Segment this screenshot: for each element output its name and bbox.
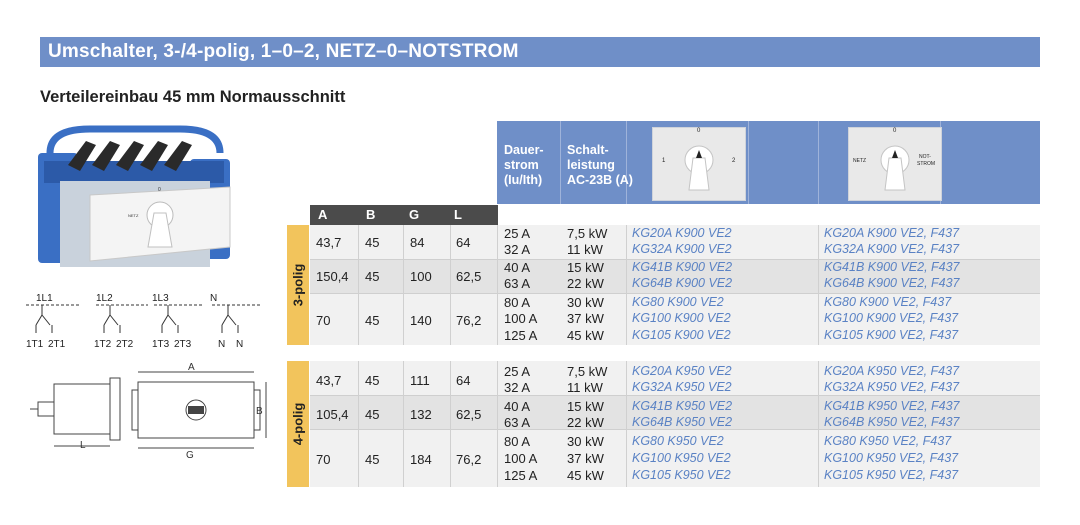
svg-text:NETZ: NETZ <box>128 213 139 218</box>
knob1-label-2: 2 <box>732 158 736 164</box>
dim-a: 105,4 <box>316 407 349 422</box>
dim-header-g: G <box>409 207 420 222</box>
power-value: 37 kW <box>567 451 604 466</box>
article-link[interactable]: KG64B K900 VE2 <box>632 276 733 290</box>
article-link[interactable]: KG20A K900 VE2 <box>632 226 732 240</box>
dim-g: 111 <box>410 373 430 388</box>
dim-a: 43,7 <box>316 373 342 388</box>
power-value: 45 kW <box>567 468 604 483</box>
dim-label-b: B <box>256 406 263 417</box>
group-badge-4-polig: 4-polig <box>287 361 309 487</box>
article-link[interactable]: KG105 K950 VE2, F437 <box>824 468 959 482</box>
article-link[interactable]: KG41B K950 VE2 <box>632 399 733 413</box>
current-value: 32 A <box>504 242 531 257</box>
group-badge-3-polig: 3-polig <box>287 225 309 345</box>
dim-b: 45 <box>365 235 380 250</box>
article-link[interactable]: KG80 K900 VE2, F437 <box>824 295 952 309</box>
current-value: 63 A <box>504 415 531 430</box>
article-link[interactable]: KG105 K900 VE2, F437 <box>824 328 959 342</box>
knob2-label-0: 0 <box>893 128 897 134</box>
dim-l: 64 <box>456 373 471 388</box>
article-link[interactable]: KG41B K900 VE2, F437 <box>824 260 960 274</box>
power-value: 22 kW <box>567 276 604 291</box>
knob2-label-strom: STROM <box>917 161 936 167</box>
current-value: 125 A <box>504 468 538 483</box>
dim-a: 70 <box>316 313 331 328</box>
current-value: 125 A <box>504 328 538 343</box>
current-value: 63 A <box>504 276 531 291</box>
circuit-label-1t1: 1T1 <box>26 339 44 350</box>
circuit-label-2t1: 2T1 <box>48 339 66 350</box>
current-value: 80 A <box>504 434 531 449</box>
dim-g: 132 <box>410 407 432 422</box>
dim-b: 45 <box>365 313 380 328</box>
power-value: 7,5 kW <box>567 226 608 241</box>
power-value: 37 kW <box>567 311 604 326</box>
dim-l: 62,5 <box>456 407 482 422</box>
power-value: 15 kW <box>567 260 604 275</box>
article-link[interactable]: KG41B K950 VE2, F437 <box>824 399 960 413</box>
power-value: 30 kW <box>567 434 604 449</box>
dim-b: 45 <box>365 269 380 284</box>
knob2-label-not: NOT- <box>919 154 931 160</box>
article-link[interactable]: KG100 K900 VE2 <box>632 311 731 325</box>
dim-g: 100 <box>410 269 432 284</box>
article-link[interactable]: KG80 K900 VE2 <box>632 295 724 309</box>
power-value: 45 kW <box>567 328 604 343</box>
dimension-sketch <box>30 364 270 464</box>
article-link[interactable]: KG64B K950 VE2, F437 <box>824 415 960 429</box>
dimension-drawing <box>30 364 270 464</box>
dim-label-a: A <box>188 362 195 373</box>
dim-a: 70 <box>316 452 331 467</box>
circuit-label-2t2: 2T2 <box>116 339 134 350</box>
dim-header-a: A <box>318 207 328 222</box>
circuit-label-n: N <box>210 293 218 304</box>
svg-text:0: 0 <box>158 187 161 193</box>
article-link[interactable]: KG20A K950 VE2 <box>632 364 732 378</box>
power-value: 15 kW <box>567 399 604 414</box>
current-value: 25 A <box>504 226 531 241</box>
article-link[interactable]: KG32A K900 VE2, F437 <box>824 242 960 256</box>
dim-a: 150,4 <box>316 269 349 284</box>
article-link[interactable]: KG105 K950 VE2 <box>632 468 731 482</box>
dim-b: 45 <box>365 373 380 388</box>
article-link[interactable]: KG100 K950 VE2 <box>632 451 731 465</box>
article-link[interactable]: KG32A K900 VE2 <box>632 242 732 256</box>
article-link[interactable]: KG20A K900 VE2, F437 <box>824 226 960 240</box>
circuit-diagram <box>22 293 280 355</box>
dim-l: 76,2 <box>456 452 482 467</box>
article-link[interactable]: KG105 K900 VE2 <box>632 328 731 342</box>
current-value: 40 A <box>504 260 531 275</box>
dim-label-l: L <box>80 440 86 451</box>
current-value: 25 A <box>504 364 531 379</box>
article-link[interactable]: KG32A K950 VE2 <box>632 380 732 394</box>
dim-a: 43,7 <box>316 235 342 250</box>
circuit-label-1t2: 1T2 <box>94 339 112 350</box>
power-value: 11 kW <box>567 380 603 395</box>
rotary-knob-icon <box>653 128 745 200</box>
circuit-label-n1: N <box>218 339 226 350</box>
power-value: 22 kW <box>567 415 604 430</box>
knob2-label-netz: NETZ <box>853 158 867 164</box>
header-dauerstrom: Dauer- strom (Iu/Ith) <box>504 143 544 187</box>
dim-g: 84 <box>410 235 425 250</box>
dim-l: 76,2 <box>456 313 482 328</box>
power-value: 7,5 kW <box>567 364 608 379</box>
power-value: 11 kW <box>567 242 603 257</box>
dim-g: 140 <box>410 313 432 328</box>
title-bar <box>40 37 1040 67</box>
dim-l: 64 <box>456 235 471 250</box>
current-value: 100 A <box>504 311 538 326</box>
current-value: 40 A <box>504 399 531 414</box>
article-link[interactable]: KG80 K950 VE2 <box>632 434 724 448</box>
dim-header-b: B <box>366 207 376 222</box>
knob1-label-1: 1 <box>662 158 666 164</box>
circuit-label-2t3: 2T3 <box>174 339 192 350</box>
article-link[interactable]: KG64B K950 VE2 <box>632 415 733 429</box>
page-subtitle: Verteilereinbau 45 mm Normausschnitt <box>40 88 346 106</box>
circuit-label-n2: N <box>236 339 244 350</box>
article-link[interactable]: KG100 K900 VE2, F437 <box>824 311 959 325</box>
article-link[interactable]: KG80 K950 VE2, F437 <box>824 434 952 448</box>
page-title: Umschalter, 3-/4-polig, 1–0–2, NETZ–0–NOTSTROM <box>48 41 519 62</box>
article-link[interactable]: KG64B K900 VE2, F437 <box>824 276 960 290</box>
dim-b: 45 <box>365 452 380 467</box>
article-link[interactable]: KG32A K950 VE2, F437 <box>824 380 960 394</box>
article-link[interactable]: KG20A K950 VE2, F437 <box>824 364 960 378</box>
dim-header-l: L <box>454 207 462 222</box>
dimension-header <box>310 205 498 225</box>
header-schaltleistung: Schalt- leistung AC-23B (A) <box>567 143 633 187</box>
current-value: 80 A <box>504 295 531 310</box>
knob-plate-1-0-2 <box>652 127 746 201</box>
article-link[interactable]: KG100 K950 VE2, F437 <box>824 451 959 465</box>
current-value: 100 A <box>504 451 538 466</box>
dim-l: 62,5 <box>456 269 482 284</box>
knob-plate-netz-notstrom <box>848 127 942 201</box>
dim-b: 45 <box>365 407 380 422</box>
dim-g: 184 <box>410 452 432 467</box>
article-link[interactable]: KG41B K900 VE2 <box>632 260 733 274</box>
current-value: 32 A <box>504 380 531 395</box>
product-photo <box>30 125 245 275</box>
dim-label-g: G <box>186 450 194 461</box>
circuit-label-1t3: 1T3 <box>152 339 170 350</box>
circuit-label-1l3: 1L3 <box>152 293 169 304</box>
circuit-label-1l2: 1L2 <box>96 293 113 304</box>
circuit-label-1l1: 1L1 <box>36 293 53 304</box>
knob1-label-0: 0 <box>697 128 701 134</box>
power-value: 30 kW <box>567 295 604 310</box>
